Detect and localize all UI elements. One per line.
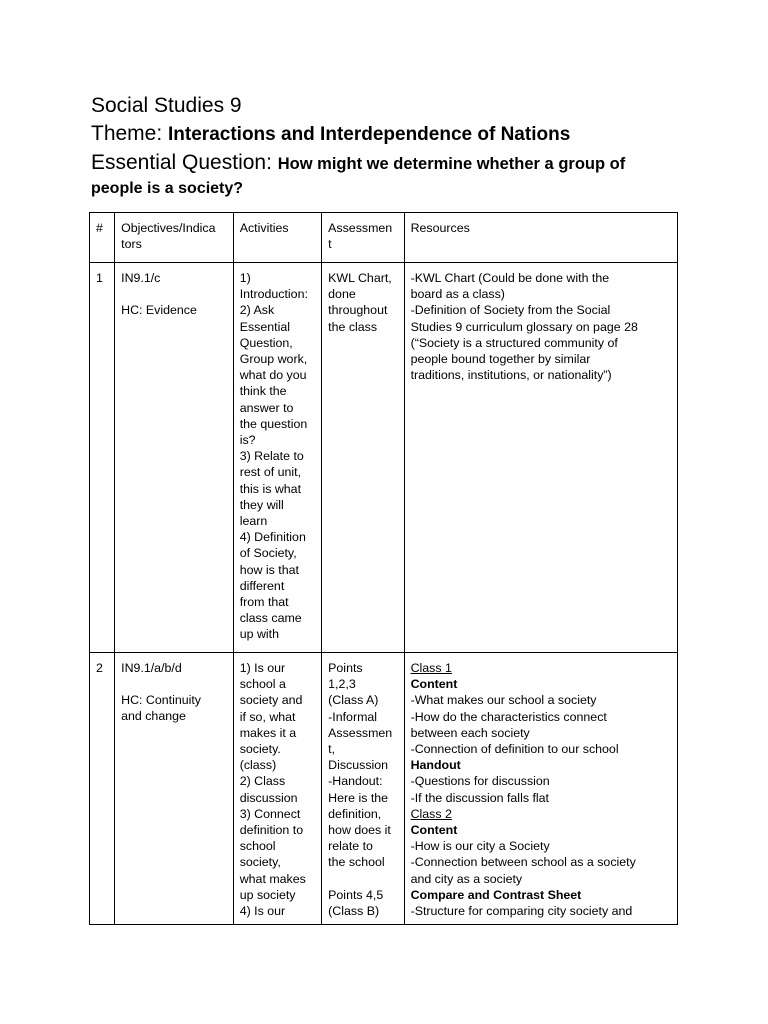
- header-num: #: [90, 213, 115, 263]
- document-heading: [91, 92, 691, 200]
- class-1-label: Class 1: [410, 661, 452, 675]
- activity-line: definition to: [239, 823, 304, 838]
- assessment-line: (Class A): [328, 693, 379, 708]
- assessment-line: Here is the: [328, 790, 389, 805]
- assessment-line: Points 4,5: [328, 887, 384, 902]
- compare-sheet-label: Compare and Contrast Sheet: [410, 887, 582, 902]
- activity-line: school a: [239, 677, 286, 692]
- assessment-line: Assessmen: [328, 725, 393, 740]
- assessment-line: (Class B): [328, 903, 380, 918]
- assessment-line: t,: [328, 742, 336, 757]
- activity-line: 3) Connect: [239, 806, 301, 821]
- header-assessment: Assessmen t: [322, 213, 404, 263]
- activity-line: rest of unit,: [239, 465, 302, 480]
- activity-line: 2) Class: [239, 774, 286, 789]
- objective-cell: IN9.1/a/b/d HC: Continuity and change: [115, 653, 234, 925]
- activity-line: 1) Is our: [239, 661, 286, 675]
- assessment-line: definition,: [328, 806, 382, 821]
- assessment-line: -Handout:: [328, 774, 383, 789]
- activity-line: they will: [239, 497, 284, 512]
- activity-line: society.: [239, 742, 281, 757]
- resource-line: -KWL Chart (Could be done with the: [410, 271, 610, 285]
- activity-line: 4) Is our: [239, 904, 286, 919]
- assessment-line: relate to: [328, 839, 373, 854]
- activity-line: (class): [239, 758, 277, 773]
- resource-line: -Questions for discussion: [410, 774, 550, 789]
- assessment-line: -Informal: [328, 709, 378, 724]
- activity-line: Group work,: [239, 352, 308, 367]
- activity-line: how is that: [239, 562, 299, 577]
- activity-line: discussion: [239, 790, 298, 805]
- assessment-cell: [322, 653, 404, 925]
- activity-line: the question: [239, 416, 308, 431]
- activity-line: if so, what: [239, 709, 296, 724]
- table-row: [90, 263, 678, 653]
- activity-line: 2) Ask: [239, 303, 275, 318]
- activity-line: school: [239, 839, 276, 854]
- activity-line: Essential: [239, 319, 290, 334]
- activity-line: 3) Relate to: [239, 449, 304, 464]
- resource-line: -If the discussion falls flat: [410, 790, 549, 805]
- assessment-line: how does it: [328, 823, 391, 838]
- activity-line: this is what: [239, 481, 302, 496]
- activity-line: up with: [239, 627, 279, 642]
- header-objectives: Objectives/Indica tors: [115, 213, 234, 263]
- activity-line: learn: [239, 514, 268, 529]
- resource-line: traditions, institutions, or nationality”): [410, 368, 612, 383]
- resource-line: -How is our city a Society: [410, 839, 550, 854]
- activity-line: Question,: [239, 335, 293, 350]
- eq-text-2: people is a society?: [91, 180, 244, 197]
- activities-cell: [233, 653, 321, 925]
- assessment-line: Points: [328, 661, 363, 675]
- resource-line: -What makes our school a society: [410, 693, 597, 708]
- activity-line: of Society,: [239, 546, 297, 561]
- activity-line: society and: [239, 693, 303, 708]
- activity-line: is?: [239, 433, 256, 448]
- resource-line: -Definition of Society from the Social: [410, 303, 611, 318]
- handout-label: Handout: [410, 758, 461, 773]
- header-resources: Resources: [404, 213, 677, 263]
- resource-line: Studies 9 curriculum glossary on page 28: [410, 319, 638, 334]
- activity-line: 1): [239, 271, 251, 285]
- resource-line: board as a class): [410, 287, 505, 302]
- activity-line: class came: [239, 611, 302, 626]
- eq-label: Essential Question:: [91, 151, 278, 174]
- resource-line: -How do the characteristics connect: [410, 709, 607, 724]
- assessment-cell: [322, 263, 404, 653]
- objective-cell: IN9.1/c HC: Evidence: [115, 263, 234, 653]
- activity-line: answer to: [239, 400, 294, 415]
- resources-cell: [404, 653, 677, 925]
- assessment-line: Discussion: [328, 758, 389, 773]
- activity-line: what makes: [239, 871, 306, 886]
- table-header-row: [90, 213, 678, 263]
- lesson-plan-table: [89, 212, 678, 925]
- activity-line: 4) Definition: [239, 530, 306, 545]
- assessment-line: the school: [328, 855, 385, 870]
- resource-line: -Connection between school as a society: [410, 855, 636, 870]
- table-row: [90, 653, 678, 925]
- content-1-label: Content: [410, 677, 458, 692]
- class-2-label: Class 2: [410, 806, 452, 821]
- essential-question-line: [91, 149, 691, 178]
- resource-line: -Structure for comparing city society and: [410, 904, 633, 919]
- activity-line: from that: [239, 595, 289, 610]
- assessment-line: throughout: [328, 303, 388, 318]
- eq-text-1: How might we determine whether a group of: [277, 155, 626, 173]
- row-number: 2: [90, 653, 115, 925]
- activity-line: up society: [239, 887, 296, 902]
- resource-line: -Connection of definition to our school: [410, 742, 619, 757]
- activity-line: makes it a: [239, 725, 297, 740]
- assessment-line: 1,2,3: [328, 677, 356, 692]
- course-title: Social Studies 9: [91, 94, 242, 117]
- activity-line: think the: [239, 384, 287, 399]
- activities-cell: [233, 263, 321, 653]
- header-activities: Activities: [233, 213, 321, 263]
- resources-cell: [404, 263, 677, 653]
- assessment-line: KWL Chart,: [328, 271, 392, 285]
- resource-line: people bound together by similar: [410, 352, 591, 367]
- activity-line: different: [239, 578, 285, 593]
- assessment-line: done: [328, 287, 356, 302]
- activity-line: society,: [239, 855, 281, 870]
- row-number: 1: [90, 263, 115, 653]
- theme-text: Interactions and Interdependence of Nations: [168, 124, 571, 145]
- content-2-label: Content: [410, 823, 458, 838]
- theme-line: [91, 120, 691, 149]
- resource-line: and city as a society: [410, 871, 523, 886]
- resource-line: (“Society is a structured community of: [410, 335, 618, 350]
- activity-line: what do you: [239, 368, 307, 383]
- activity-line: Introduction:: [239, 287, 308, 302]
- resource-line: between each society: [410, 725, 530, 740]
- theme-label: Theme:: [91, 122, 169, 145]
- assessment-line: the class: [328, 319, 378, 334]
